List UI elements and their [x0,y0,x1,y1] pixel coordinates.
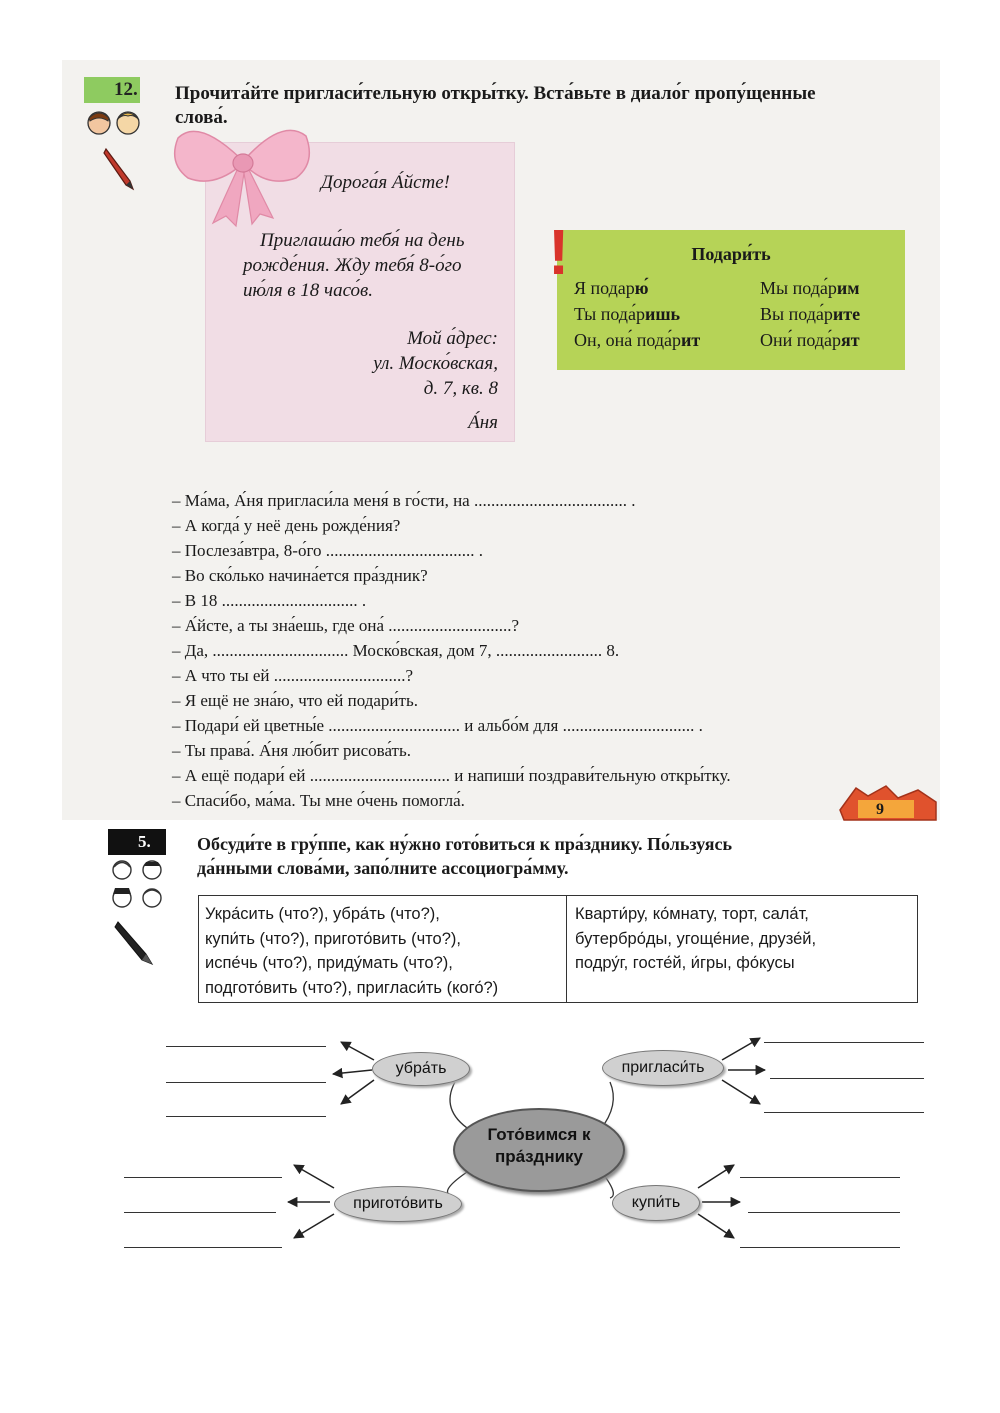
task-12-title-line2: слова́. [175,107,228,128]
answer-line[interactable] [770,1078,924,1079]
verb-right-column [760,275,900,353]
card-body-line1: Приглаша́ю тебя́ на день [260,230,465,251]
conj-oni: Они́ пода́рят [760,330,860,350]
word-table-verbs [199,902,498,1000]
mindmap-center [453,1108,625,1192]
page-number: 9 [876,801,884,818]
task-5-badge [108,829,166,855]
verbs-line1: Укра́сить (что?), убра́ть (что?), [205,905,440,923]
dialog-line-1: – Ма́ма, А́ня пригласи́ла меня́ в го́сти, на .................................... . [172,491,636,510]
answer-line[interactable] [166,1082,326,1083]
card-body-line3: ию́ля в 18 часо́в. [243,280,374,301]
verbs-line4: подгото́вить (что?), пригласи́ть (кого́?) [205,978,499,997]
card-address-line1: Мой а́дрес: [407,328,498,349]
dialog-line-13: – Спаси́бо, ма́ма. Ты мне о́чень помогла́. [172,791,465,810]
dialog-line-6: – А́йсте, а ты зна́ешь, где она́ .............................? [172,616,520,635]
answer-line[interactable] [124,1177,282,1178]
answer-line[interactable] [748,1212,900,1213]
nouns-line1: Кварти́ру, ко́мнату, торт, сала́т, [575,905,809,923]
dialog-line-3: – Послеза́втра, 8-о́го ................................... . [172,541,483,560]
answer-line[interactable] [124,1212,276,1213]
writing-pen-icon-2 [112,918,160,968]
word-table [198,895,918,1003]
dialog-line-4: – Во ско́лько начина́ется пра́здник? [172,566,428,585]
exclamation-icon: ! [548,216,570,288]
conj-my: Мы пода́рим [760,278,860,298]
task-5-title-line2: да́нными слова́ми, запо́лните ассоциогра́мму. [197,858,569,878]
dialog-line-12: – А ещё подари́ ей ................................. и напиши́ поздрави́тельную откры́тку. [172,766,731,785]
answer-line[interactable] [764,1112,924,1113]
mindmap-center-line1: Гото́вимся к [487,1125,591,1144]
answer-line[interactable] [764,1042,924,1043]
dialog-line-5: – В 18 ................................ . [172,591,367,610]
verbs-line3: испе́чь (что?), приду́мать (что?), [205,954,453,972]
node-priglasit: пригласи́ть [602,1050,724,1086]
task-5-number: 5. [138,832,151,851]
word-table-divider [566,896,567,1002]
group-work-icon [108,858,170,914]
verbs-line2: купи́ть (что?), пригото́вить (что?), [205,929,461,948]
dialog-line-2: – А когда́ у неё день рожде́ния? [172,516,401,535]
answer-line[interactable] [166,1046,326,1047]
conj-ya: Я подарю́ [574,278,649,298]
card-body-line2: рожде́ния. Жду тебя́ 8-о́го [243,255,462,276]
nouns-line3: подру́г, госте́й, и́гры, фо́кусы [575,954,795,972]
task-12-badge [84,77,140,103]
answer-line[interactable] [166,1116,326,1117]
word-table-nouns [569,902,816,976]
conj-ty: Ты пода́ришь [574,304,681,324]
card-address-line3: д. 7, кв. 8 [423,378,498,399]
verb-left-column [574,275,764,353]
task-12-title-line1: Прочита́йте приглаcи́тельную откры́тку. Вста́вьте в диало́г пропу́щенные [175,83,816,104]
card-address-line2: ул. Моско́вская, [373,353,498,374]
answer-line[interactable] [740,1177,900,1178]
node-ubrat: убра́ть [372,1052,470,1086]
pair-work-icon [84,108,148,138]
dialog-line-7: – Да, ................................ Моско́вская, дом 7, ......................... 8. [172,641,620,660]
node-kupit: купи́ть [612,1185,700,1221]
conj-vy: Вы пода́рите [760,304,861,324]
task-5-title [197,832,917,880]
answer-line[interactable] [740,1247,900,1248]
mindmap-center-line2: пра́зднику [494,1147,584,1166]
card-address [300,326,498,401]
nouns-line2: бутербро́ды, угоще́ние, друзе́й, [575,929,817,948]
card-greeting: Дорога́я А́йсте! [320,172,450,193]
dialog-line-9: – Я ещё не зна́ю, что ей подари́ть. [172,691,418,710]
dialog-line-11: – Ты права́. А́ня лю́бит рисова́ть. [172,741,411,760]
conj-on-ona: Он, она́ пода́рит [574,330,701,350]
writing-pen-icon [100,145,140,195]
node-prigotovit: пригото́вить [334,1186,462,1222]
dialog-line-10: – Подари́ ей цветны́е ............................... и альбо́м для ............................... . [172,716,703,735]
card-body [225,228,497,303]
card-signature: А́ня [468,412,498,433]
task-5-title-line1: Обсуди́те в гру́ппе, как ну́жно гото́виться к пра́зднику. По́льзуясь [197,834,733,854]
task-12-number: 12. [114,79,138,100]
verb-box-title: Подари́ть [691,244,771,264]
answer-line[interactable] [124,1247,282,1248]
dialog-line-8: – А что ты ей ...............................? [172,666,414,685]
